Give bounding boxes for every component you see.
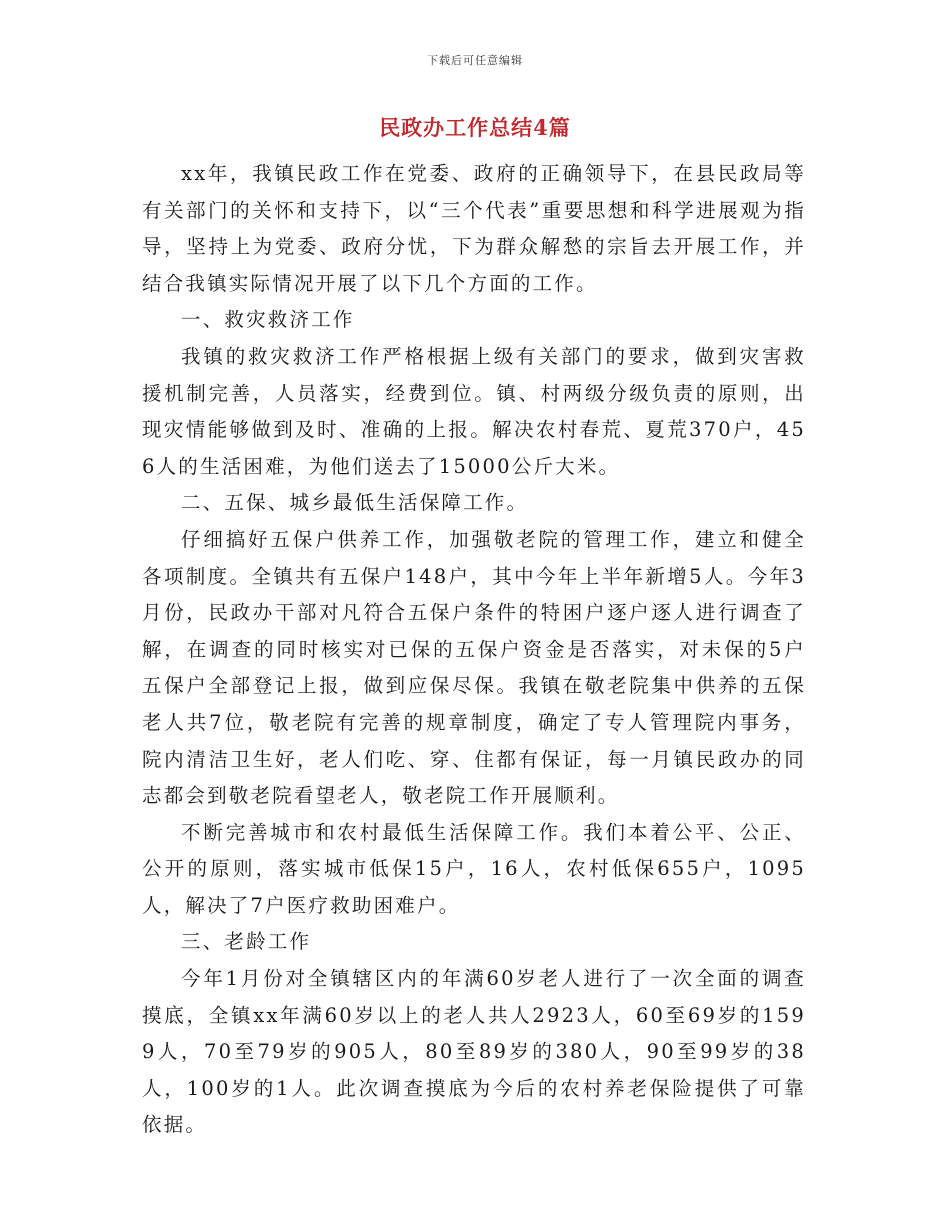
paragraph-minimum-living: 不断完善城市和农村最低生活保障工作。我们本着公平、公正、公开的原则，落实城市低保15户，16人，农村低保655户，1095人，解决了7户医疗救助困难户。 [142,820,806,917]
paragraph-intro: xx年，我镇民政工作在党委、政府的正确领导下，在县民政局等有关部门的关怀和支持下，以“三个代表”重要思想和科学进展观为指导，坚持上为党委、政府分忧，下为群众解愁的宗旨去开展工作，并结合我镇实际情况开展了以下几个方面的工作。 [142,162,806,295]
header-note: 下载后可任意编辑 [427,54,523,67]
document-body [142,156,806,1144]
section-heading-elderly: 三、老龄工作 [181,930,312,954]
paragraph-disaster-relief: 我镇的救灾救济工作严格根据上级有关部门的要求，做到灾害救援机制完善，人员落实，经费到位。镇、村两级分级负责的原则，出现灾情能够做到及时、准确的上报。解决农村春荒、夏荒370户，456人的生活困难，为他们送去了15000公斤大米。 [142,344,806,478]
document-title: 民政办工作总结4篇 [379,115,571,140]
paragraph-five-guarantees: 仔细搞好五保户供养工作，加强敬老院的管理工作，建立和健全各项制度。全镇共有五保户148户，其中今年上半年新增5人。今年3月份，民政办干部对凡符合五保户条件的特困户逐户逐人进行调查了解，在调查的同时核实对已保的五保户资金是否落实，对未保的5户五保户全部登记上报，做到应保尽保。我镇在敬老院集中供养的五保老人共7位，敬老院有完善的规章制度，确定了专人管理院内事务，院内清洁卫生好，老人们吃、穿、住都有保证，每一月镇民政办的同志都会到敬老院看望老人，敬老院工作开展顺利。 [142,527,806,808]
paragraph-elderly: 今年1月份对全镇辖区内的年满60岁老人进行了一次全面的调查摸底，全镇xx年满60岁以上的老人共人2923人，60至69岁的1599人，70至79岁的905人，80至89岁的380人，90至99岁的38人，100岁的1人。此次调查摸底为今后的农村养老保险提供了可靠依据。 [142,967,806,1137]
section-heading-five-guarantees: 二、五保、城乡最低生活保障工作。 [181,491,529,515]
section-heading-disaster-relief: 一、救灾救济工作 [181,308,355,332]
